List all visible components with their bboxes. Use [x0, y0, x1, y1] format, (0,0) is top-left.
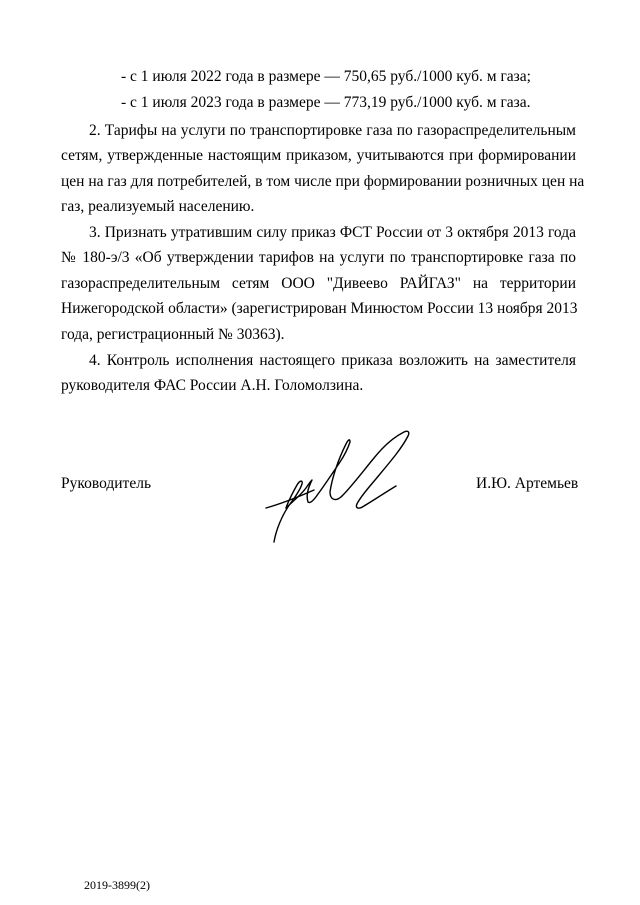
paragraph-3-line-3: газораспределительным сетям ООО "Дивеево РАЙГАЗ" на территории: [61, 275, 576, 292]
paragraph-4-line-2: руководителя ФАС России А.Н. Голомолзина.: [61, 377, 364, 394]
paragraph-4-line-1: 4. Контроль исполнения настоящего приказа возложить на заместителя: [89, 352, 576, 369]
document-code: 2019-3899(2): [84, 878, 150, 892]
tariff-line-2023: - с 1 июля 2023 года в размере — 773,19 руб./1000 куб. м газа.: [121, 94, 531, 111]
signatory-position: Руководитель: [61, 475, 152, 492]
paragraph-2-line-3: цен на газ для потребителей, в том числе при формировании розничных цен на: [61, 173, 585, 190]
paragraph-2-line-2: сетям, утвержденные настоящим приказом, учитываются при формировании: [61, 147, 576, 164]
handwritten-signature: [262, 430, 422, 550]
paragraph-3-line-1: 3. Признать утратившим силу приказ ФСТ России от 3 октября 2013 года: [89, 224, 576, 241]
paragraph-3-line-4: Нижегородской области» (зарегистрирован Минюстом России 13 ноября 2013: [61, 300, 578, 317]
paragraph-2-line-4: газ, реализуемый населению.: [61, 198, 255, 215]
signatory-name: И.Ю. Артемьев: [476, 475, 579, 492]
paragraph-3-line-2: № 180-э/3 «Об утверждении тарифов на услуги по транспортировке газа по: [61, 249, 576, 266]
paragraph-3-line-5: года, регистрационный № 30363).: [61, 326, 285, 343]
paragraph-2-line-1: 2. Тарифы на услуги по транспортировке газа по газораспределительным: [89, 122, 576, 139]
tariff-line-2022: - с 1 июля 2022 года в размере — 750,65 руб./1000 куб. м газа;: [121, 68, 531, 85]
